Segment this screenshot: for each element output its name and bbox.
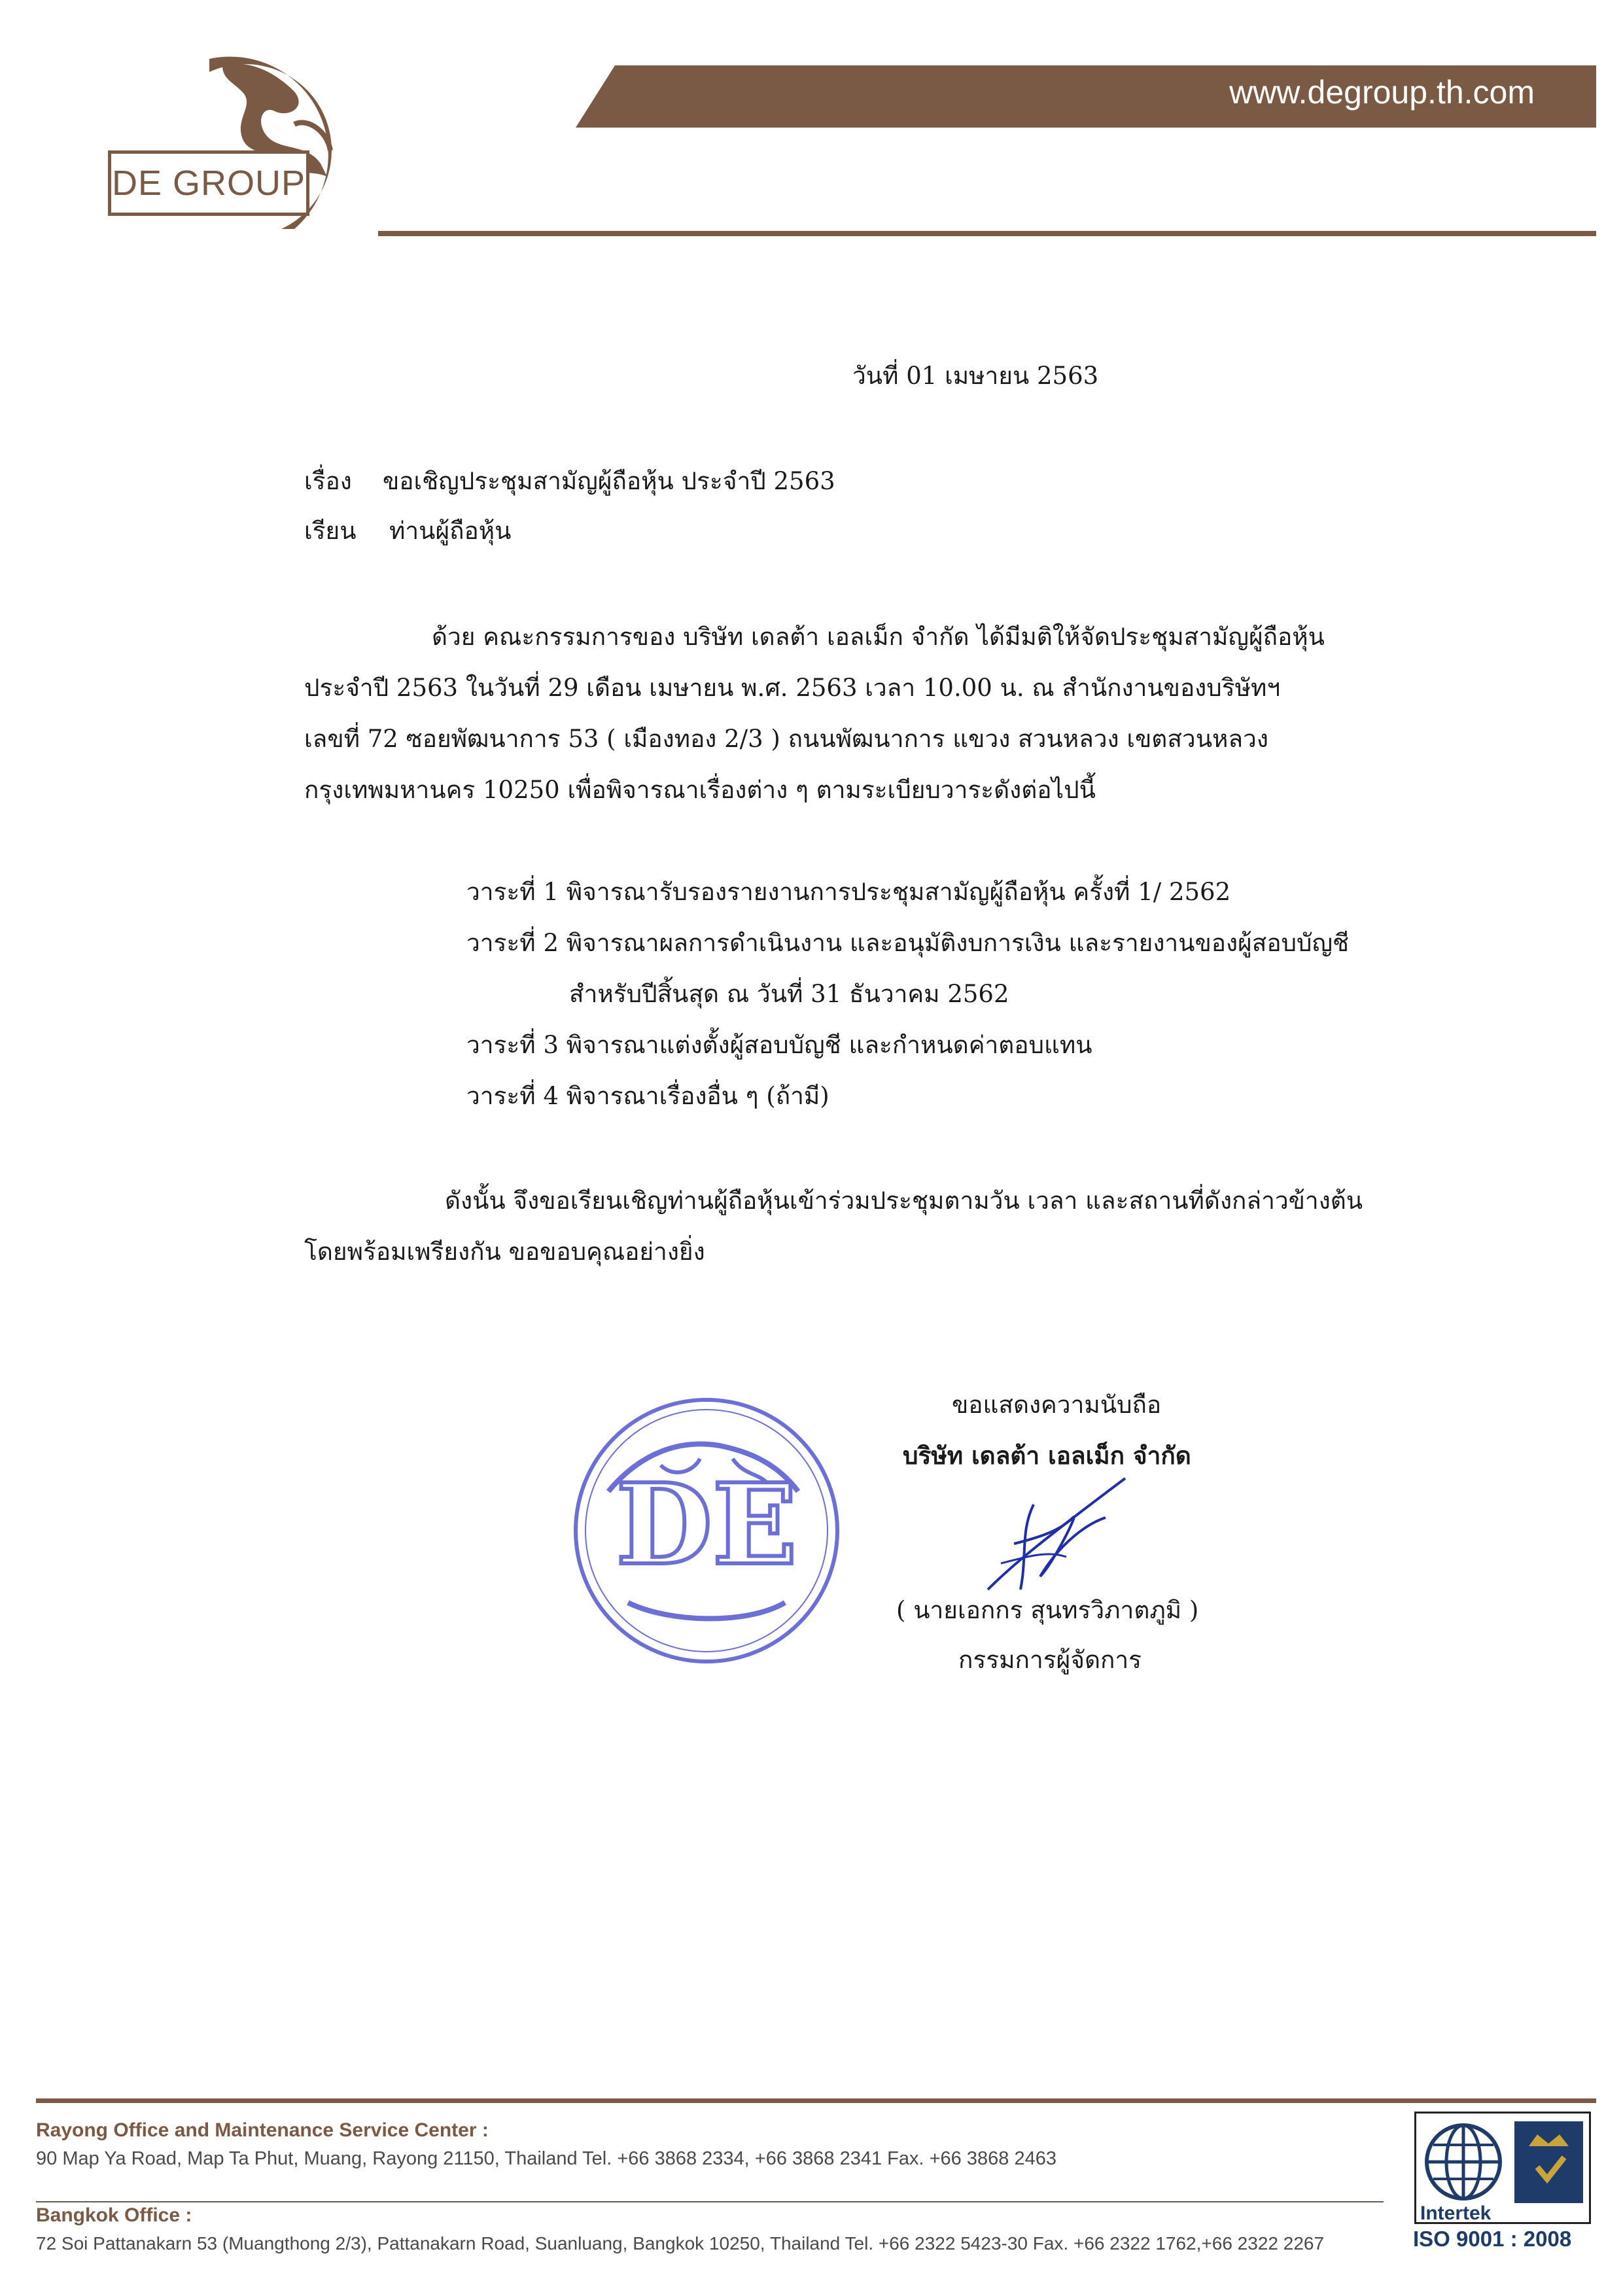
iso-standard-label: ISO 9001 : 2008 (1413, 2227, 1572, 2251)
agenda-item: วาระที่ 1 พิจารณารับรองรายงานการประชุมสามัญผู้ถือหุ้น ครั้งที่ 1/ 2562 (466, 878, 1231, 906)
bangkok-office-address: 72 Soi Pattanakarn 53 (Muangthong 2/3), Pattanakarn Road, Suanluang, Bangkok 10250, Thailand Tel. +66 2322 5423-30 Fax. +66 2322 1762,+66 2322 2267 (36, 2233, 1325, 2253)
closing-text: ขอแสดงความนับถือ (952, 1391, 1162, 1419)
subject-label: เรื่อง (304, 467, 352, 495)
ukas-crown-icon (1514, 2121, 1583, 2203)
letter-date: วันที่ 01 เมษายน 2563 (852, 362, 1099, 390)
footer-divider (36, 2098, 1596, 2103)
stamp-text: DE (616, 1459, 797, 1590)
signer-title: กรรมการผู้จัดการ (958, 1646, 1142, 1674)
rayong-office-address: 90 Map Ya Road, Map Ta Phut, Muang, Rayong 21150, Thailand Tel. +66 3868 2334, +66 3868 2341 Fax. +66 3868 2463 (36, 2148, 1056, 2169)
recipient-text: ท่านผู้ถือหุ้น (389, 517, 512, 545)
subject-text: ขอเชิญประชุมสามัญผู้ถือหุ้น ประจำปี 2563 (383, 467, 835, 495)
paragraph-line: ประจำปี 2563 ในวันที่ 29 เดือน เมษายน พ.ศ. 2563 เวลา 10.00 น. ณ สำนักงานของบริษัทฯ (304, 674, 1281, 702)
paragraph-line: โดยพร้อมเพรียงกัน ขอขอบคุณอย่างยิ่ง (304, 1238, 705, 1266)
signature-mark (975, 1465, 1132, 1609)
globe-icon (1423, 2121, 1505, 2203)
company-stamp (569, 1393, 844, 1668)
header-divider (378, 231, 1596, 236)
rayong-office-heading: Rayong Office and Maintenance Service Center : (36, 2119, 489, 2141)
paragraph-line: ด้วย คณะกรรมการของ บริษัท เดลต้า เอลเม็ก จำกัด ได้มีมติให้จัดประชุมสามัญผู้ถือหุ้น (432, 623, 1325, 651)
signer-name: ( นายเอกกร สุนทรวิภาตภูมิ ) (896, 1596, 1199, 1624)
company-name: บริษัท เดลต้า เอลเม็ก จำกัด (903, 1441, 1191, 1470)
paragraph-line: ดังนั้น จึงขอเรียนเชิญท่านผู้ถือหุ้นเข้าร่วมประชุมตามวัน เวลา และสถานที่ดังกล่าวข้างต้น (445, 1187, 1363, 1215)
agenda-item: วาระที่ 3 พิจารณาแต่งตั้งผู้สอบบัญชี และกำหนดค่าตอบแทน (466, 1031, 1092, 1059)
company-logo: DE GROUP (108, 150, 309, 216)
paragraph-line: กรุงเทพมหานคร 10250 เพื่อพิจารณาเรื่องต่าง ๆ ตามระเบียบวาระดังต่อไปนี้ (304, 776, 1096, 804)
bangkok-office-heading: Bangkok Office : (36, 2204, 192, 2226)
iso-brand: Intertek (1420, 2202, 1492, 2224)
agenda-item: วาระที่ 2 พิจารณาผลการดำเนินงาน และอนุมัติงบการเงิน และรายงานของผู้สอบบัญชี (466, 929, 1350, 957)
footer-separator (36, 2201, 1384, 2202)
agenda-item: วาระที่ 4 พิจารณาเรื่องอื่น ๆ (ถ้ามี) (466, 1082, 829, 1110)
recipient-label: เรียน (304, 517, 357, 545)
paragraph-line: เลขที่ 72 ซอยพัฒนาการ 53 ( เมืองทอง 2/3 ) ถนนพัฒนาการ แขวง สวนหลวง เขตสวนหลวง (304, 725, 1268, 753)
website-link[interactable]: www.degroup.th.com (1229, 74, 1535, 111)
agenda-item-continuation: สำหรับปีสิ้นสุด ณ วันที่ 31 ธันวาคม 2562 (569, 980, 1009, 1008)
iso-certification-badge (1414, 2112, 1591, 2224)
